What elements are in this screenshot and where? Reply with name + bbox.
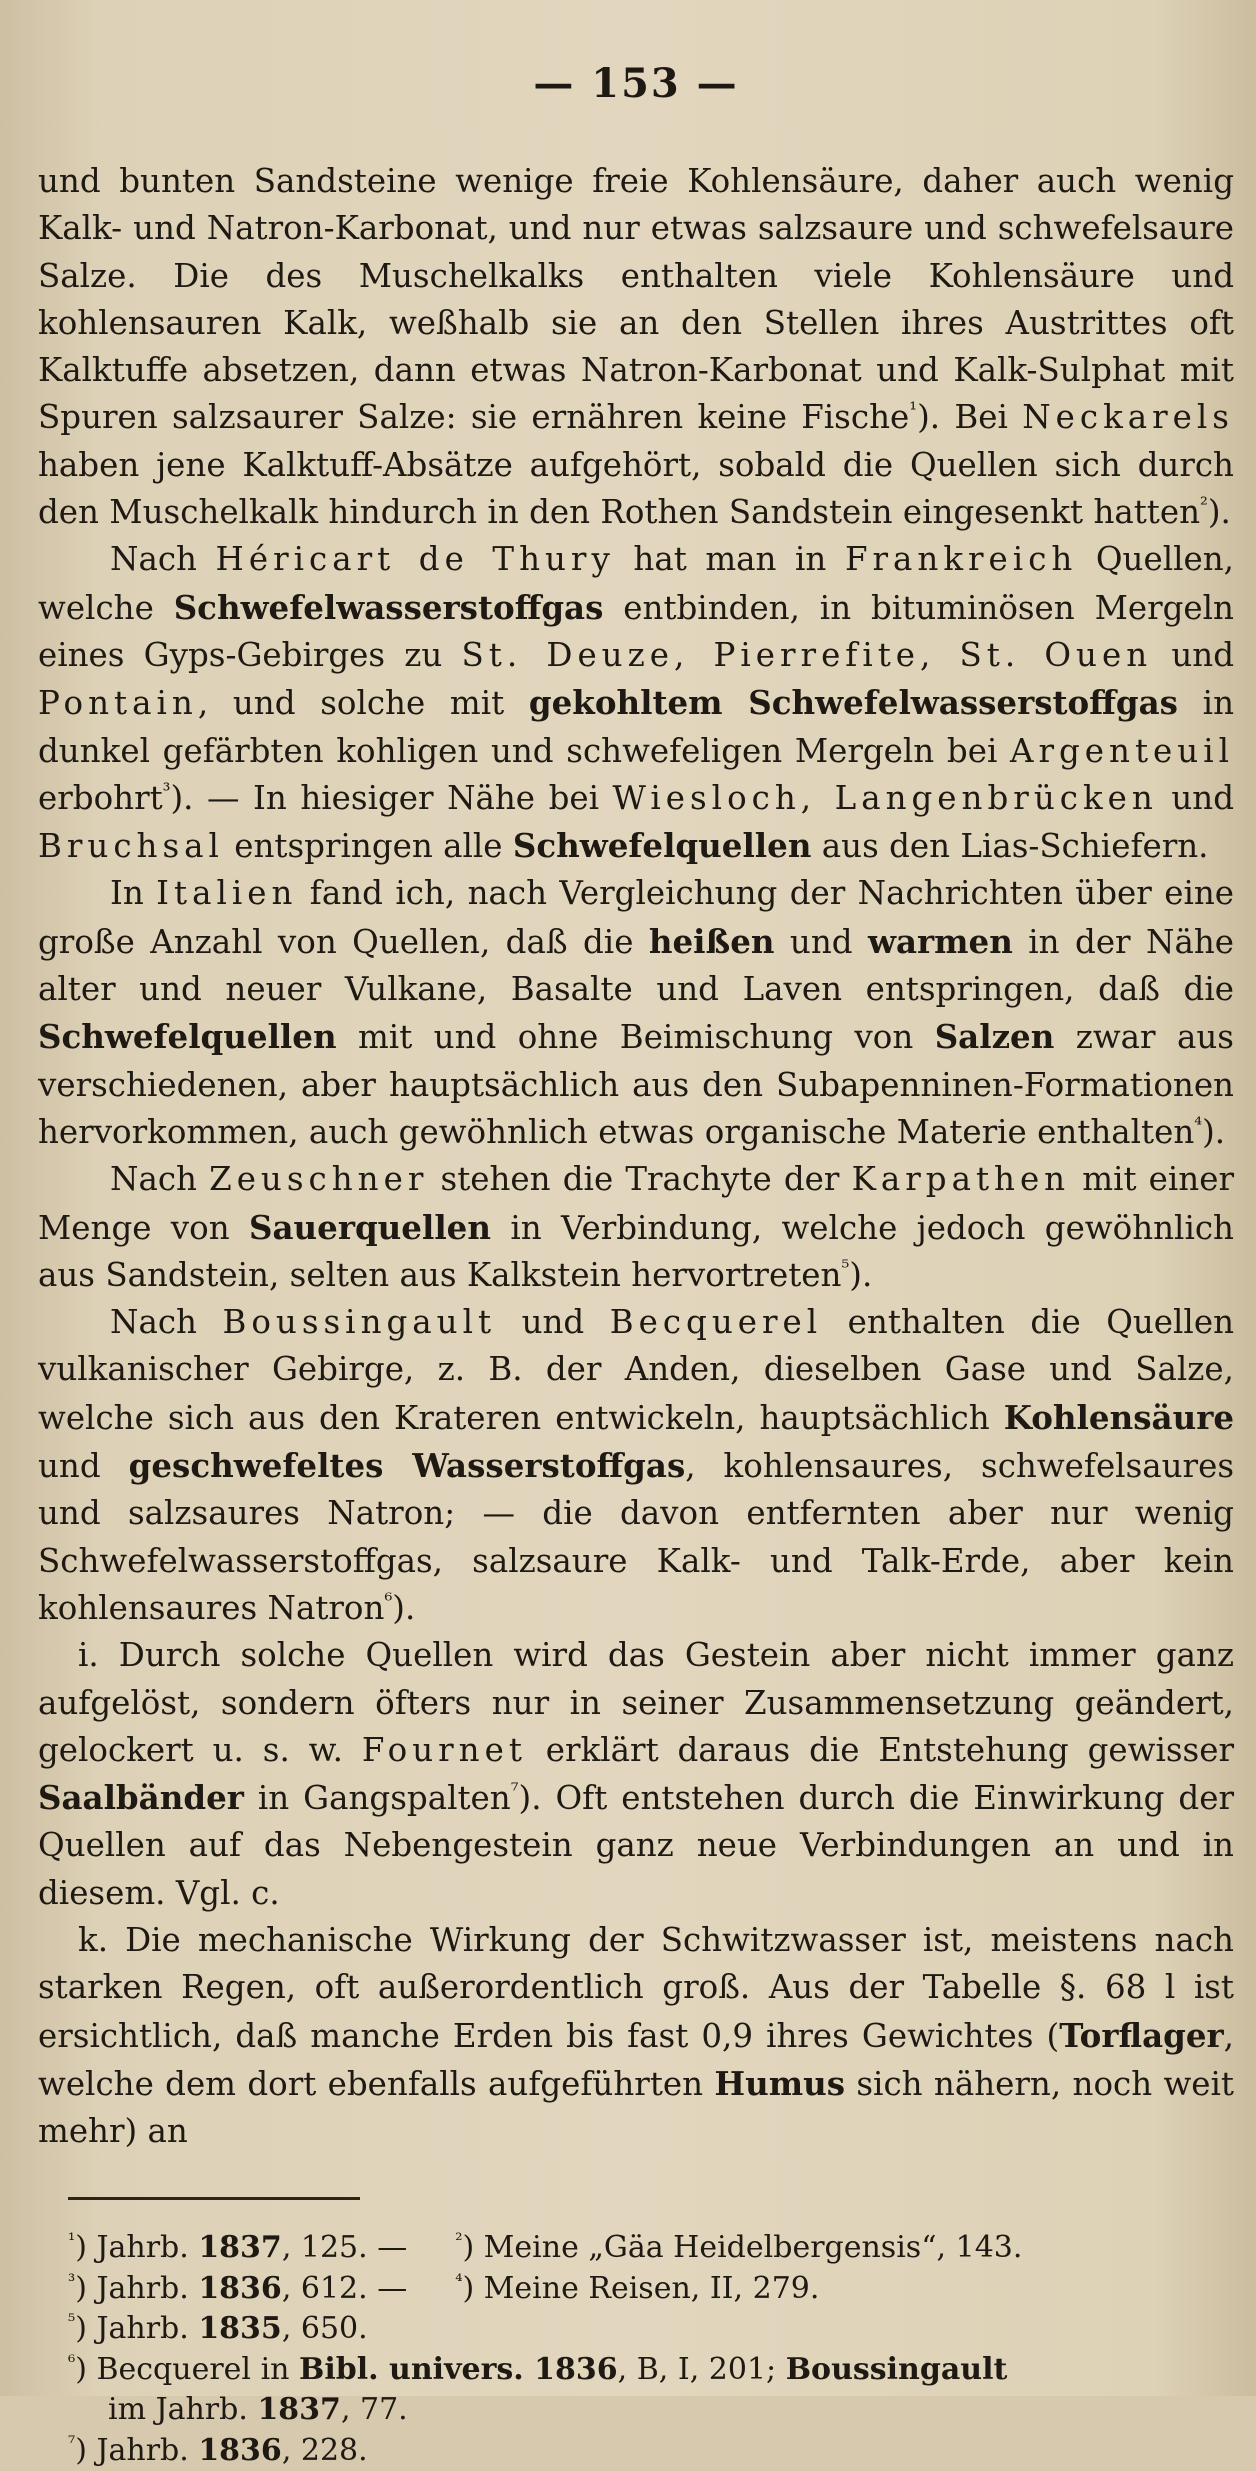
spaced-name: Fournet — [361, 1730, 527, 1769]
text-run: entspringen alle — [223, 827, 513, 866]
paragraph — [38, 1299, 1234, 1632]
spaced-name: St. Deuze, Pierrefite, St. Ouen — [461, 635, 1153, 674]
bold-term: Saalbänder — [38, 1778, 244, 1818]
text-run: ) Jahrb. — [75, 2311, 199, 2347]
text-run: in der Nähe alter und neuer Vulkane, Basalte und Laven entspringen, daß die — [38, 922, 1234, 1009]
footnote-marker: ² — [455, 2230, 463, 2252]
bold-term: Sauerquellen — [249, 1207, 491, 1247]
spaced-name: Boussingault — [222, 1303, 497, 1342]
text-run: , 125. — — [281, 2230, 408, 2266]
footnote-continuation: im Jahrb. — [108, 2392, 258, 2428]
text-run: in dunkel gefärbten kohligen und schwefeligen Mergeln bei — [38, 684, 1234, 770]
text-run: erklärt daraus die Entstehung gewisser — [526, 1730, 1234, 1769]
text-run: und — [774, 922, 868, 961]
footnote-marker: ⁷ — [68, 2432, 76, 2454]
text-run: k. Die mechanische Wirkung der Schwitzwasser ist, meistens nach starken Regen, oft außerordentlich groß. Aus der Tabelle §. 68 l ist ersichtlich, daß manche Erden bis fast 0,9 ihres Gewichtes ( — [38, 1920, 1234, 2055]
main-text — [38, 158, 1234, 2155]
spaced-name: Karpathen — [851, 1160, 1071, 1199]
spaced-name: Wiesloch, Langenbrücken — [612, 778, 1158, 817]
text-run: ). — [1202, 1112, 1226, 1151]
text-run: ) Jahrb. — [75, 2432, 199, 2468]
spaced-name: Pontain — [38, 684, 198, 723]
footnote-marker: ¹ — [68, 2230, 76, 2252]
text-run: und bunten Sandsteine wenige freie Kohlensäure, daher auch wenig Kalk- und Natron-Karbonat, und nur etwas salzsaure und schwefelsaure Salze. Die des Muschelkalks enthalten viele Kohlensäure und kohlensauren Kalk, weßhalb sie an den Stellen ihres Austrittes oft Kalktuffe absetzen, dann etwas Natron-Karbonat und Kalk-Sulphat mit Spuren salzsaurer Salze: sie ernähren keine Fische — [38, 162, 1234, 437]
footnotes — [38, 2228, 1234, 2471]
footnote-marker: ⁵ — [68, 2311, 76, 2333]
footnote-separator — [68, 2197, 360, 2200]
footnote-marker: ⁶ — [384, 1589, 393, 1613]
text-run: , kohlensaures, schwefelsaures und salzsaures Natron; — die davon entfernten aber nur wenig Schwefelwasserstoffgas, salzsaure Kalk- und Talk-Erde, aber kein kohlensaures Natron — [38, 1447, 1235, 1627]
bold-term: 1836 — [198, 2270, 282, 2306]
text-run: In — [110, 874, 157, 913]
text-run: ) Jahrb. — [75, 2270, 199, 2306]
paragraph — [38, 1917, 1234, 2155]
spaced-name: Italien — [156, 874, 298, 913]
spaced-name: Zeuschner — [209, 1160, 429, 1199]
footnote-marker: ¹ — [909, 398, 918, 422]
bold-term: Kohlensäure — [1003, 1397, 1234, 1437]
text-run: Nach — [110, 1160, 210, 1199]
text-run: ) Meine Reisen, II, 279. — [462, 2270, 820, 2306]
bold-term: Schwefelwasserstoffgas — [173, 587, 604, 627]
text-run: und — [1152, 635, 1235, 674]
text-run: i. Durch solche Quellen wird das Gestein aber nicht immer ganz aufgelöst, sondern öfters nur in seiner Zusammensetzung geändert, gelockert u. s. w. — [38, 1636, 1234, 1769]
bold-term: 1836 — [198, 2432, 282, 2468]
text-run: ). — [849, 1255, 873, 1294]
text-run: stehen die Trachyte der — [428, 1160, 852, 1199]
text-run: ). — [1207, 493, 1231, 532]
footnote-line — [68, 2390, 1234, 2431]
bold-term: Schwefelquellen — [512, 826, 812, 866]
bold-term: heißen — [648, 921, 775, 961]
footnote-marker: ⁴ — [1194, 1113, 1203, 1137]
text-run: , 650. — [281, 2311, 368, 2347]
footnote-line — [68, 2350, 1234, 2391]
footnote-marker: ⁵ — [841, 1256, 850, 1279]
bold-term: Salzen — [934, 1017, 1055, 1057]
text-run: , welche dem dort ebenfalls aufgeführten — [38, 2016, 1234, 2103]
footnote-line — [68, 2269, 1234, 2310]
text-run: Nach — [110, 1303, 223, 1342]
text-run: aus den Lias-Schiefern. — [811, 827, 1209, 866]
text-run: entbinden, in bituminösen Mergeln eines Gyps-Gebirges zu — [38, 588, 1234, 674]
footnote-line — [68, 2431, 1234, 2471]
text-run: ). Oft entstehen durch die Einwirkung der Quellen auf das Nebengestein ganz neue Verbindungen an und in diesem. Vgl. c. — [38, 1779, 1235, 1912]
footnote-marker: ⁷ — [510, 1779, 519, 1803]
bold-term: Bibl. univers. 1836 — [299, 2351, 618, 2387]
footnote-marker: ⁶ — [68, 2351, 76, 2373]
bold-term: Schwefelquellen — [38, 1017, 337, 1057]
footnote-marker: ² — [1200, 493, 1208, 517]
text-run: fand ich, nach Vergleichung der Nachrichten über eine große Anzahl von Quellen, daß die — [38, 874, 1234, 961]
text-run: sich nähern, noch weit mehr) an — [38, 2064, 1234, 2151]
text-run: , B, I, 201; — [617, 2351, 786, 2387]
text-run: ). Bei — [917, 398, 1023, 437]
paragraph — [38, 1156, 1234, 1299]
text-run: erbohrt — [38, 778, 163, 817]
text-run: , und solche mit — [197, 684, 529, 723]
bold-term: Boussingault — [785, 2351, 1008, 2387]
text-run: , 228. — [281, 2432, 368, 2468]
footnote-marker: ³ — [162, 779, 171, 803]
spaced-name: Argenteuil — [1010, 731, 1234, 770]
text-run: in Verbindung, welche jedoch gewöhnlich aus Sandstein, selten aus Kalkstein hervortreten — [38, 1208, 1234, 1294]
bold-term: warmen — [868, 921, 1013, 961]
text-run: zwar aus verschiedenen, aber hauptsächlich aus den Subapenninen-Formationen hervorkommen, auch gewöhnlich etwas organische Materie enthalten — [38, 1018, 1234, 1151]
footnote-marker: ³ — [68, 2270, 76, 2292]
paragraph — [38, 536, 1234, 870]
paragraph — [38, 1632, 1234, 1917]
text-run: ) Becquerel in — [75, 2351, 300, 2387]
text-run: ) Meine „Gäa Heidelbergensis“, 143. — [462, 2230, 1023, 2266]
text-run: haben jene Kalktuff-Absätze aufgehört, sobald die Quellen sich durch den Muschelkalk hindurch in den Rothen Sandstein eingesenkt hatten — [38, 445, 1234, 532]
bold-term: 1835 — [198, 2311, 282, 2347]
bold-term: gekohltem Schwefelwasserstoffgas — [528, 683, 1178, 723]
footnote-line — [68, 2228, 1234, 2269]
page-number: — 153 — — [533, 60, 739, 107]
text-run: Quellen, welche — [38, 540, 1234, 627]
text-run: ). — In hiesiger Nähe bei — [170, 778, 613, 817]
spaced-name: Frankreich — [844, 540, 1078, 579]
spaced-name: Becquerel — [609, 1303, 823, 1342]
text-run: und — [1157, 778, 1234, 817]
paragraph — [38, 870, 1234, 1156]
bold-term: geschwefeltes Wasserstoffgas — [128, 1446, 686, 1486]
paragraph — [38, 158, 1234, 536]
text-run: mit einer Menge von — [38, 1160, 1235, 1247]
text-run: enthalten die Quellen vulkanischer Gebirge, z. B. der Anden, dieselben Gase und Salze, welche sich aus den Krateren entwickeln, hauptsächlich — [38, 1303, 1234, 1437]
text-run: ). — [392, 1588, 416, 1627]
text-run: , 612. — — [281, 2270, 408, 2306]
bold-term: 1837 — [198, 2230, 282, 2266]
bold-term: 1837 — [257, 2392, 341, 2428]
spaced-name: Neckarels — [1022, 398, 1234, 437]
footnote-line — [68, 2309, 1234, 2350]
bold-term: Torflager — [1059, 2015, 1224, 2055]
text-run: mit und ohne Beimischung von — [336, 1018, 935, 1057]
bold-term: Humus — [714, 2063, 846, 2103]
text-run: und — [38, 1447, 129, 1486]
spaced-name: Héricart de Thury — [215, 540, 615, 579]
text-run: und — [496, 1303, 610, 1342]
text-run: , 77. — [340, 2392, 408, 2428]
spaced-name: Bruchsal — [38, 827, 224, 866]
text-run: Nach — [110, 540, 216, 579]
text-run: ) Jahrb. — [75, 2230, 199, 2266]
footnote-marker: ⁴ — [455, 2270, 463, 2292]
text-run: in Gangspalten — [243, 1779, 511, 1818]
text-run: hat man in — [614, 540, 845, 579]
